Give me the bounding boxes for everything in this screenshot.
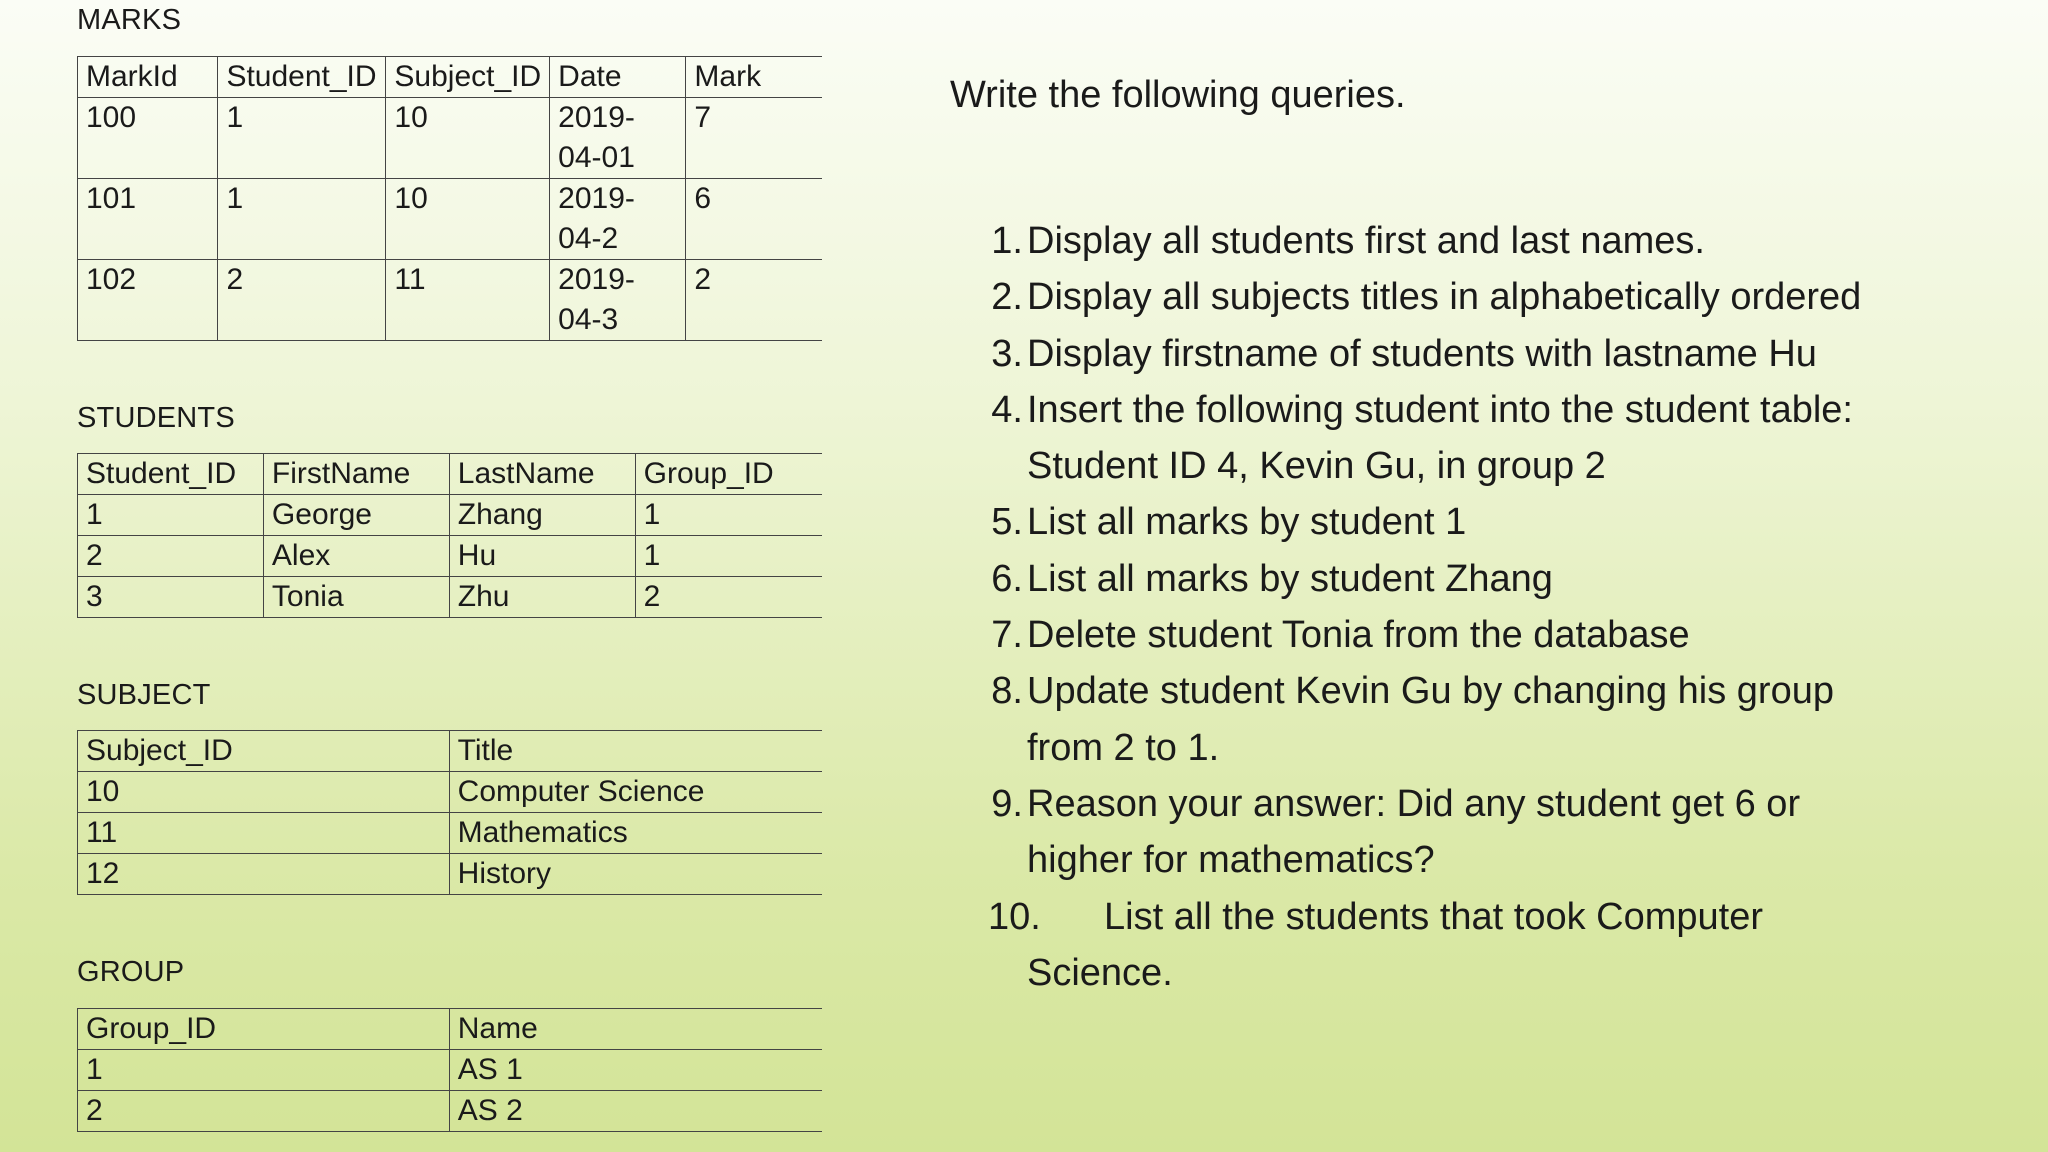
- group-table: [77, 1008, 822, 1132]
- list-item: [950, 494, 2010, 550]
- list-number: 3.: [991, 332, 1023, 375]
- table-cell: 1: [218, 98, 386, 179]
- group-table-title: GROUP: [77, 956, 185, 988]
- column-header: MarkId: [78, 57, 218, 98]
- list-number: 9.: [991, 782, 1023, 825]
- table-row: [78, 772, 823, 813]
- column-header: Subject_ID: [78, 731, 450, 772]
- table-row: [78, 495, 823, 536]
- list-number: 4.: [991, 388, 1023, 431]
- list-item: [950, 663, 2010, 776]
- table-header-row: [78, 454, 823, 495]
- list-item: [950, 326, 2010, 382]
- table-row: [78, 98, 823, 179]
- column-header: Title: [449, 731, 822, 772]
- table-row: [78, 1091, 823, 1132]
- list-item: [950, 382, 2010, 495]
- intro-heading: Write the following queries.: [950, 74, 1406, 116]
- date-line: 2019-: [558, 263, 635, 296]
- table-cell: 100: [78, 98, 218, 179]
- table-row: [78, 536, 823, 577]
- list-text: Reason your answer: Did any student get 6 or: [1027, 782, 1801, 825]
- table-cell: 2: [78, 536, 264, 577]
- table-cell: Tonia: [263, 577, 449, 618]
- table-cell-date: [550, 260, 686, 341]
- table-cell-date: [550, 98, 686, 179]
- table-cell: George: [263, 495, 449, 536]
- table-cell: 12: [78, 854, 450, 895]
- table-cell: 1: [635, 495, 822, 536]
- subject-table: [77, 730, 822, 895]
- table-cell: 3: [78, 577, 264, 618]
- table-cell: 1: [218, 179, 386, 260]
- list-text: Insert the following student into the student table:: [1027, 388, 1853, 431]
- query-list: [950, 213, 2010, 1001]
- table-cell: Zhu: [449, 577, 635, 618]
- list-text-block: [1027, 663, 2010, 776]
- table-cell: Computer Science: [449, 772, 822, 813]
- list-text: Display firstname of students with lastname Hu: [1027, 332, 1817, 375]
- list-text: Display all subjects titles in alphabetically ordered: [1027, 276, 1862, 319]
- list-number: 7.: [991, 614, 1023, 657]
- list-text-continuation: Student ID 4, Kevin Gu, in group 2: [1027, 445, 1606, 488]
- students-table-title: STUDENTS: [77, 402, 235, 434]
- table-row: [78, 854, 823, 895]
- list-text-block: [1027, 776, 2010, 889]
- list-number: 8.: [991, 670, 1023, 713]
- table-cell: History: [449, 854, 822, 895]
- list-number: 10.: [988, 895, 1041, 938]
- table-row: [78, 1050, 823, 1091]
- table-cell: Zhang: [449, 495, 635, 536]
- list-number: 2.: [991, 276, 1023, 319]
- table-cell: 1: [78, 495, 264, 536]
- date-line: 2019-: [558, 182, 635, 215]
- table-cell: AS 1: [449, 1050, 822, 1091]
- table-cell: 2: [686, 260, 822, 341]
- list-item: [950, 551, 2010, 607]
- table-header-row: [78, 1009, 823, 1050]
- column-header: Subject_ID: [386, 57, 550, 98]
- table-cell: 7: [686, 98, 822, 179]
- table-cell: 102: [78, 260, 218, 341]
- table-cell: 11: [386, 260, 550, 341]
- table-cell: 2: [78, 1091, 450, 1132]
- subject-table-title: SUBJECT: [77, 679, 211, 711]
- marks-table-title: MARKS: [77, 4, 182, 36]
- column-header: Mark: [686, 57, 822, 98]
- list-item: [950, 213, 2010, 269]
- date-line: 04-2: [558, 222, 619, 255]
- list-text: List all marks by student 1: [1027, 501, 1467, 544]
- table-cell: 2: [635, 577, 822, 618]
- list-number: 5.: [991, 501, 1023, 544]
- table-row: [78, 179, 823, 260]
- column-header: Student_ID: [218, 57, 386, 98]
- table-cell: 11: [78, 813, 450, 854]
- table-cell: 10: [386, 179, 550, 260]
- table-cell: 101: [78, 179, 218, 260]
- list-item: [950, 776, 2010, 889]
- table-cell: 1: [78, 1050, 450, 1091]
- table-cell: 2: [218, 260, 386, 341]
- table-header-row: [78, 57, 823, 98]
- list-text-continuation: higher for mathematics?: [1027, 839, 1435, 882]
- list-text: List all marks by student Zhang: [1027, 557, 1553, 600]
- column-header: Date: [550, 57, 686, 98]
- table-cell: 10: [78, 772, 450, 813]
- table-header-row: [78, 731, 823, 772]
- table-cell: AS 2: [449, 1091, 822, 1132]
- list-text-block: [1027, 382, 2010, 495]
- list-text: Update student Kevin Gu by changing his group: [1027, 670, 1834, 713]
- list-text-continuation: Science.: [1027, 951, 1173, 994]
- column-header: FirstName: [263, 454, 449, 495]
- list-item: [950, 889, 2010, 1002]
- list-text: Display all students first and last names.: [1027, 220, 1705, 262]
- column-header: Group_ID: [635, 454, 822, 495]
- list-number: 6.: [991, 557, 1023, 600]
- list-text: List all the students that took Computer: [1104, 895, 1764, 938]
- list-item: [950, 607, 2010, 663]
- table-cell-date: [550, 179, 686, 260]
- marks-table: [77, 56, 822, 341]
- list-number: 1.: [991, 220, 1023, 262]
- table-row: [78, 813, 823, 854]
- students-table: [77, 453, 822, 618]
- date-line: 2019-: [558, 101, 635, 134]
- table-cell: 1: [635, 536, 822, 577]
- list-text: Delete student Tonia from the database: [1027, 614, 1690, 657]
- table-cell: 10: [386, 98, 550, 179]
- list-text-continuation: from 2 to 1.: [1027, 726, 1220, 769]
- list-text-block: [1027, 889, 2010, 1002]
- table-row: [78, 260, 823, 341]
- column-header: Student_ID: [78, 454, 264, 495]
- table-cell: 6: [686, 179, 822, 260]
- table-cell: Alex: [263, 536, 449, 577]
- date-line: 04-3: [558, 303, 619, 336]
- list-item: [950, 269, 2010, 325]
- column-header: Group_ID: [78, 1009, 450, 1050]
- column-header: Name: [449, 1009, 822, 1050]
- table-row: [78, 577, 823, 618]
- date-line: 04-01: [558, 141, 635, 174]
- table-cell: Hu: [449, 536, 635, 577]
- column-header: LastName: [449, 454, 635, 495]
- table-cell: Mathematics: [449, 813, 822, 854]
